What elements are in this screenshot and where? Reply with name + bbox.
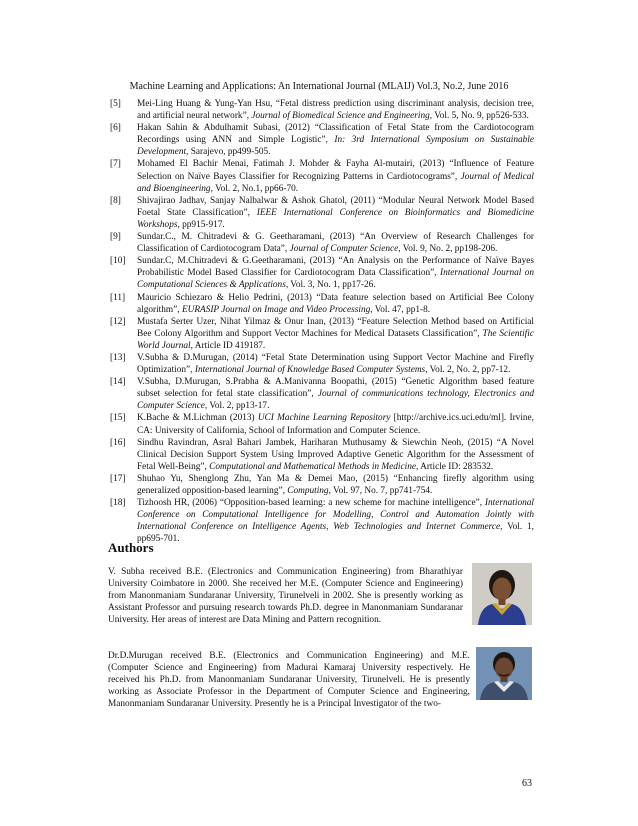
reference-venue: Computational and Mathematical Methods in Medicine: [209, 461, 416, 472]
reference-venue: International Journal of Knowledge Based Computer Systems: [194, 365, 426, 376]
reference-venue: Journal of communications technology, Electronics and Computer Science: [137, 389, 534, 412]
reference-number: [7]: [110, 159, 121, 170]
reference-item: [17] Shuhao Yu, Shenglong Zhu, Yan Ma & Demei Mao, (2015) “Enhancing firefly algorithm using generalized opposition-based learning”, Computing, Vol. 97, No. 7, pp741-754.: [110, 473, 534, 496]
author-photo-murugan: [476, 647, 532, 700]
reference-number: [17]: [110, 473, 126, 484]
reference-item: [14] V.Subha, D.Murugan, S.Prabha & A.Manivanna Boopathi, (2015) “Genetic Algorithm based feature subset selection for fetal state classification”, Journal of communications technology, Electronics and Computer Science, Vol. 2, pp13-17.: [110, 377, 534, 412]
reference-venue: International Journal on Computational Sciences & Applications: [137, 268, 534, 291]
reference-number: [5]: [110, 99, 121, 109]
reference-venue: Computing: [287, 486, 329, 496]
reference-item: [7] Mohamed El Bachir Menai, Fatimah J. Mohder & Fayha Al-mutairi, (2013) “Influence of Feature Selection on Naïve Bayes Classifier for Recognizing Patterns in Cardiotocograms”, Journal of Medical and Bioengineering, Vol. 2, No.1, pp66-70.: [110, 159, 534, 194]
reference-item: [13] V.Subha & D.Murugan, (2014) “Fetal State Determination using Support Vector Machine and Firefly Optimization”, International Journal of Knowledge Based Computer Systems, Vol. 2, No. 2, pp7-12.: [110, 352, 534, 376]
reference-number: [9]: [110, 232, 121, 243]
reference-list: [110, 98, 534, 545]
reference-venue: EURASIP Journal on Image and Video Processing: [181, 304, 371, 315]
reference-venue: IEEE International Conference on Bioinformatics and Biomedicine Workshops: [137, 207, 535, 230]
reference-number: [15]: [110, 413, 126, 424]
reference-venue: The Scientific World Journal: [137, 328, 534, 351]
reference-venue: Journal of Medical and Bioengineering: [137, 171, 534, 194]
running-header: Machine Learning and Applications: An International Journal (MLAIJ) Vol.3, No.2, June 2016: [129, 81, 509, 92]
reference-number: [10]: [110, 256, 126, 267]
reference-item: [9] Sundar.C., M. Chitradevi & G. Geetharamani, (2013) “An Overview of Research Challenges for Classification of Cardiotocogram Data”, Journal of Computer Science, Vol. 9, No. 2, pp198-206.: [110, 232, 534, 255]
reference-venue: UCI Machine Learning Repository: [257, 413, 391, 424]
reference-number: [14]: [110, 377, 126, 388]
reference-number: [8]: [110, 195, 121, 206]
reference-item: [11] Mauricio Schiezaro & Helio Pedrini, (2013) “Data feature selection based on Artificial Bee Colony algorithm”, EURASIP Journal on Image and Video Processing, Vol. 47, pp1-8.: [110, 292, 534, 315]
reference-number: [6]: [110, 123, 121, 134]
reference-number: [16]: [110, 437, 126, 448]
reference-number: [18]: [110, 498, 126, 509]
reference-number: [11]: [110, 292, 126, 303]
reference-item: [8] Shivajirao Jadhav, Sanjay Nalbalwar & Ashok Ghatol, (2011) “Modular Neural Network Model Based Foetal State Classification”, IEEE International Conference on Bioinformatics and Biomedicine Workshops, pp915-917.: [110, 195, 535, 230]
reference-item: [16] Sindhu Ravindran, Asral Bahari Jambek, Hariharan Muthusamy & Siewchin Neoh, (2015) “A Novel Clinical Decision Support System Using Improved Adaptive Genetic Algorithm for the Assessment of Fetal Well-Being”, Computational and Mathematical Methods in Medicine, Article ID: 283532.: [110, 437, 534, 472]
authors-heading: Authors: [108, 540, 154, 555]
reference-venue: International Conference on Computational Intelligence for Modelling, Control and Automation Jointly with International Conference on Intelligence Agents, Web Technologies and Internet Commerce: [137, 498, 534, 533]
reference-venue: In: 3rd International Symposium on Sustainable Development: [137, 135, 534, 158]
portrait-icon: [476, 647, 532, 700]
reference-item: [10] Sundar.C, M.Chitradevi & G.Geetharamani, (2013) “An Analysis on the Performance of Naïve Bayes Probabilistic Model Based Classifier for Cardiotocogram Data Classification”, International Journal on Computational Sciences & Applications, Vol. 3, No. 1, pp17-26.: [110, 256, 534, 291]
author-bio-subha: V. Subha received B.E. (Electronics and Communication Engineering) from Bharathiyar University Coimbatore in 2000. She received her M.E. (Computer Science and Engineering) from Manonmaniam Sundaranar University, Tirunelveli in 2002. She is presently working as Assistant Professor and pursuing research towards Ph.D. degree in Manonmaniam Sundaranar University. Her areas of interest are Data Mining and Pattern recognition.: [108, 567, 463, 626]
reference-item: [15] K.Bache & M.Lichman (2013) UCI Machine Learning Repository [http://archive.ics.uci.edu/ml]. Irvine, CA: University of California, School of Information and Computer Science.: [110, 413, 534, 436]
reference-number: [12]: [110, 316, 126, 327]
page-number: 63: [522, 778, 532, 789]
reference-item: [12] Mustafa Serter Uzer, Nihat Yilmaz & Onur Inan, (2013) “Feature Selection Method based on Artificial Bee Colony Algorithm and Support Vector Machines for Medical Datasets Classification”, The Scientific World Journal, Article ID 419187.: [110, 316, 534, 351]
reference-venue: Journal of Computer Science: [289, 244, 399, 255]
author-photo-subha: [472, 563, 532, 625]
portrait-icon: [472, 563, 532, 625]
reference-item: [6] Hakan Sahin & Abdulhamit Subasi, (2012) “Classification of Fetal State from the Cardiotocogram Recordings using ANN and Simple Logistic”, In: 3rd International Symposium on Sustainable Development, Sarajevo, pp499-505.: [110, 123, 534, 158]
author-bio-murugan: Dr.D.Murugan received B.E. (Electronics and Communication Engineering) and M.E. (Computer Science and Engineering) from Madurai Kamaraj University respectively. He received his Ph.D. from Manonmaniam Sundaranar University, Tirunelveli. He is presently working as Associate Professor in the Department of Computer Science and Engineering, Manonmaniam Sundaranar University. Presently he is a Principal Investigator of the two-: [108, 651, 470, 710]
reference-number: [13]: [110, 352, 126, 363]
reference-item: [5] Mei-Ling Huang & Yung-Yan Hsu, “Fetal distress prediction using discriminant analysis, decision tree, and artificial neural network”, Journal of Biomedical Science and Engineering, Vol. 5, No. 9, pp526-533.: [110, 99, 534, 122]
reference-venue: Journal of Biomedical Science and Engineering: [251, 111, 430, 122]
reference-item: [18] Tizhoosh HR, (2006) “Opposition-based learning: a new scheme for machine intelligence”, International Conference on Computational Intelligence for Modelling, Control and Automation Jointly with International Conference on Intelligence Agents, Web Technologies and Internet Commerce, Vol. 1, pp695-701.: [110, 498, 534, 545]
